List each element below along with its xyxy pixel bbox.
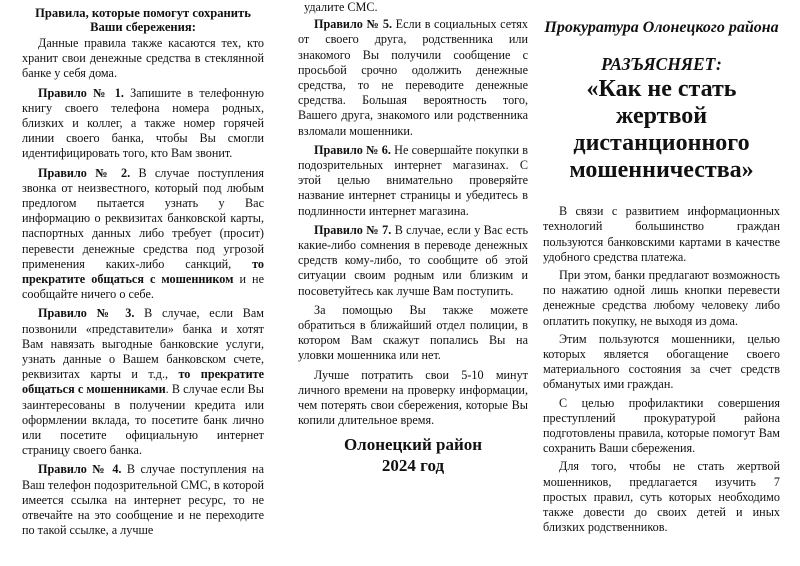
rules-column-middle: [298, 0, 528, 476]
rule-1-label: Правило № 1.: [38, 85, 124, 100]
rule-1-text: Запишите в телефонную книгу своего телефона номера родных, близких и коллег, а также номер горячей линии своего банка, чтобы Вы смогли идентифицировать того, кто Вам звонит.: [22, 85, 265, 161]
rule-6-label: Правило № 6.: [314, 142, 391, 157]
rule-3-label: Правило № 3.: [38, 306, 135, 321]
cover-paragraph-1: В связи с развитием информационных технологий большинство граждан пользуются банковскими картами в качестве удобного средства платежа.: [543, 204, 780, 264]
rule-2: [22, 166, 264, 303]
leaflet-headline: «Как не стать жертвой дистанционного мошенничества»: [569, 76, 754, 184]
police-advice: За помощью Вы также можете обратиться в ближайший отдел полиции, в котором Вам скажут попались Вы на уловки мошенника или нет.: [298, 302, 528, 363]
rules-column-left: [22, 0, 264, 543]
region-name: Олонецкий район: [343, 435, 483, 455]
rule-1: [22, 86, 264, 162]
rule-5: [298, 17, 528, 139]
cover-paragraph-4: С целью профилактики совершения преступлений прокуратурой района подготовлены правила, которые помогут Вам сохранить Ваши сбережения.: [543, 395, 780, 456]
rule-7-text: В случае, если у Вас есть какие-либо сомнения в переводе денежных средств кому-либо, то сообщите об этой ситуации своим родным или близким и посоветуйтесь как лучше Вам поступить.: [298, 222, 528, 298]
cover-paragraph-5: Для того, чтобы не стать жертвой мошенников, предлагается изучить 7 простых правил, суть которых необходимо также довести до своих детей и иных близких родственников.: [543, 459, 780, 535]
rule-3-emphasis: то прекратите общаться с мошенниками: [22, 367, 264, 397]
rule-3-tail: . В случае если Вы заинтересованы в получении кредита или оформлении вклада, то посетите банк лично или посетите официальную интернет страницу своего банка.: [22, 382, 264, 458]
rule-5-text: Если в социальных сетях от своего друга, родственника или знакомого Вы получили сообщение с просьбой срочно одолжить денежные средства, то не переводите денежные средства. Большая вероятность того, Вашего друга, знакомого или родственника взломали мошенники.: [298, 17, 528, 138]
time-advice: Лучше потратить свои 5-10 минут личного времени на проверку информации, чем потерять свои сбережения, которые Вы копили длительное время.: [298, 367, 528, 428]
rule-3: [22, 306, 264, 458]
rule-7: [298, 223, 528, 299]
cover-column-right: [543, 0, 780, 538]
rule-4-text: В случае поступления на Ваш телефон подозрительной СМС, в которой имеется ссылка на интернет ресурс, то не отвечайте на это сообщение и не переходите по такой ссылке, а лучше: [22, 462, 264, 538]
explains-label: РАЗЪЯСНЯЕТ:: [601, 54, 722, 74]
rules-intro: Данные правила также касаются тех, кто хранит свои денежные средства в стеклянной банке у себя дома.: [22, 36, 264, 81]
rule-3-text: В случае, если Вам позвонили «представители» банка и хотят Вам навязать выгодные банковские услуги, узнать данные о Вашем банковском счете, реквизитах карты и т.д.,: [22, 306, 264, 382]
rule-4-label: Правило № 4.: [38, 462, 122, 477]
organization-name: Прокуратура Олонецкого района: [544, 19, 779, 36]
rule-2-text: В случае поступления звонка от неизвестного, который под любым предлогом пытается узнать у Вас информацию о реквизитах банковской карты, паспортных данных либо требует (просит) перевести денежные средства под угрозой применения каких-либо санкций,: [22, 165, 264, 271]
region-footer: [298, 434, 528, 476]
rule-5-label: Правило № 5.: [314, 17, 393, 32]
rule-6: [298, 143, 528, 219]
rule-6-text: Не совершайте покупки в подозрительных интернет магазинах. С этой целью внимательно проверяйте название интернет страницы и убедитесь в подлинности интернет магазина.: [298, 142, 528, 218]
rule-2-tail: и не сообщайте ничего о себе.: [22, 272, 264, 302]
rule-2-emphasis: то прекратите общаться с мошенником: [22, 256, 264, 287]
rule-4-continuation: удалите СМС.: [304, 0, 378, 14]
rule-4: [22, 462, 264, 538]
footer-year: 2024 год: [381, 456, 445, 476]
cover-paragraph-3: Этим пользуются мошенники, целью которых является обогащение своего материального состояния за счет средств обманутых ими граждан.: [543, 331, 780, 392]
rules-title: Правила, которые помогут сохранить Ваши сбережения:: [35, 6, 251, 34]
rule-7-label: Правило № 7.: [314, 222, 392, 237]
cover-paragraph-2: При этом, банки предлагают возможность по нажатию одной лишь кнопки перевести денежные средства любому человеку либо оплатить покупку, не выходя из дома.: [543, 268, 780, 328]
rule-2-label: Правило № 2.: [38, 165, 131, 180]
